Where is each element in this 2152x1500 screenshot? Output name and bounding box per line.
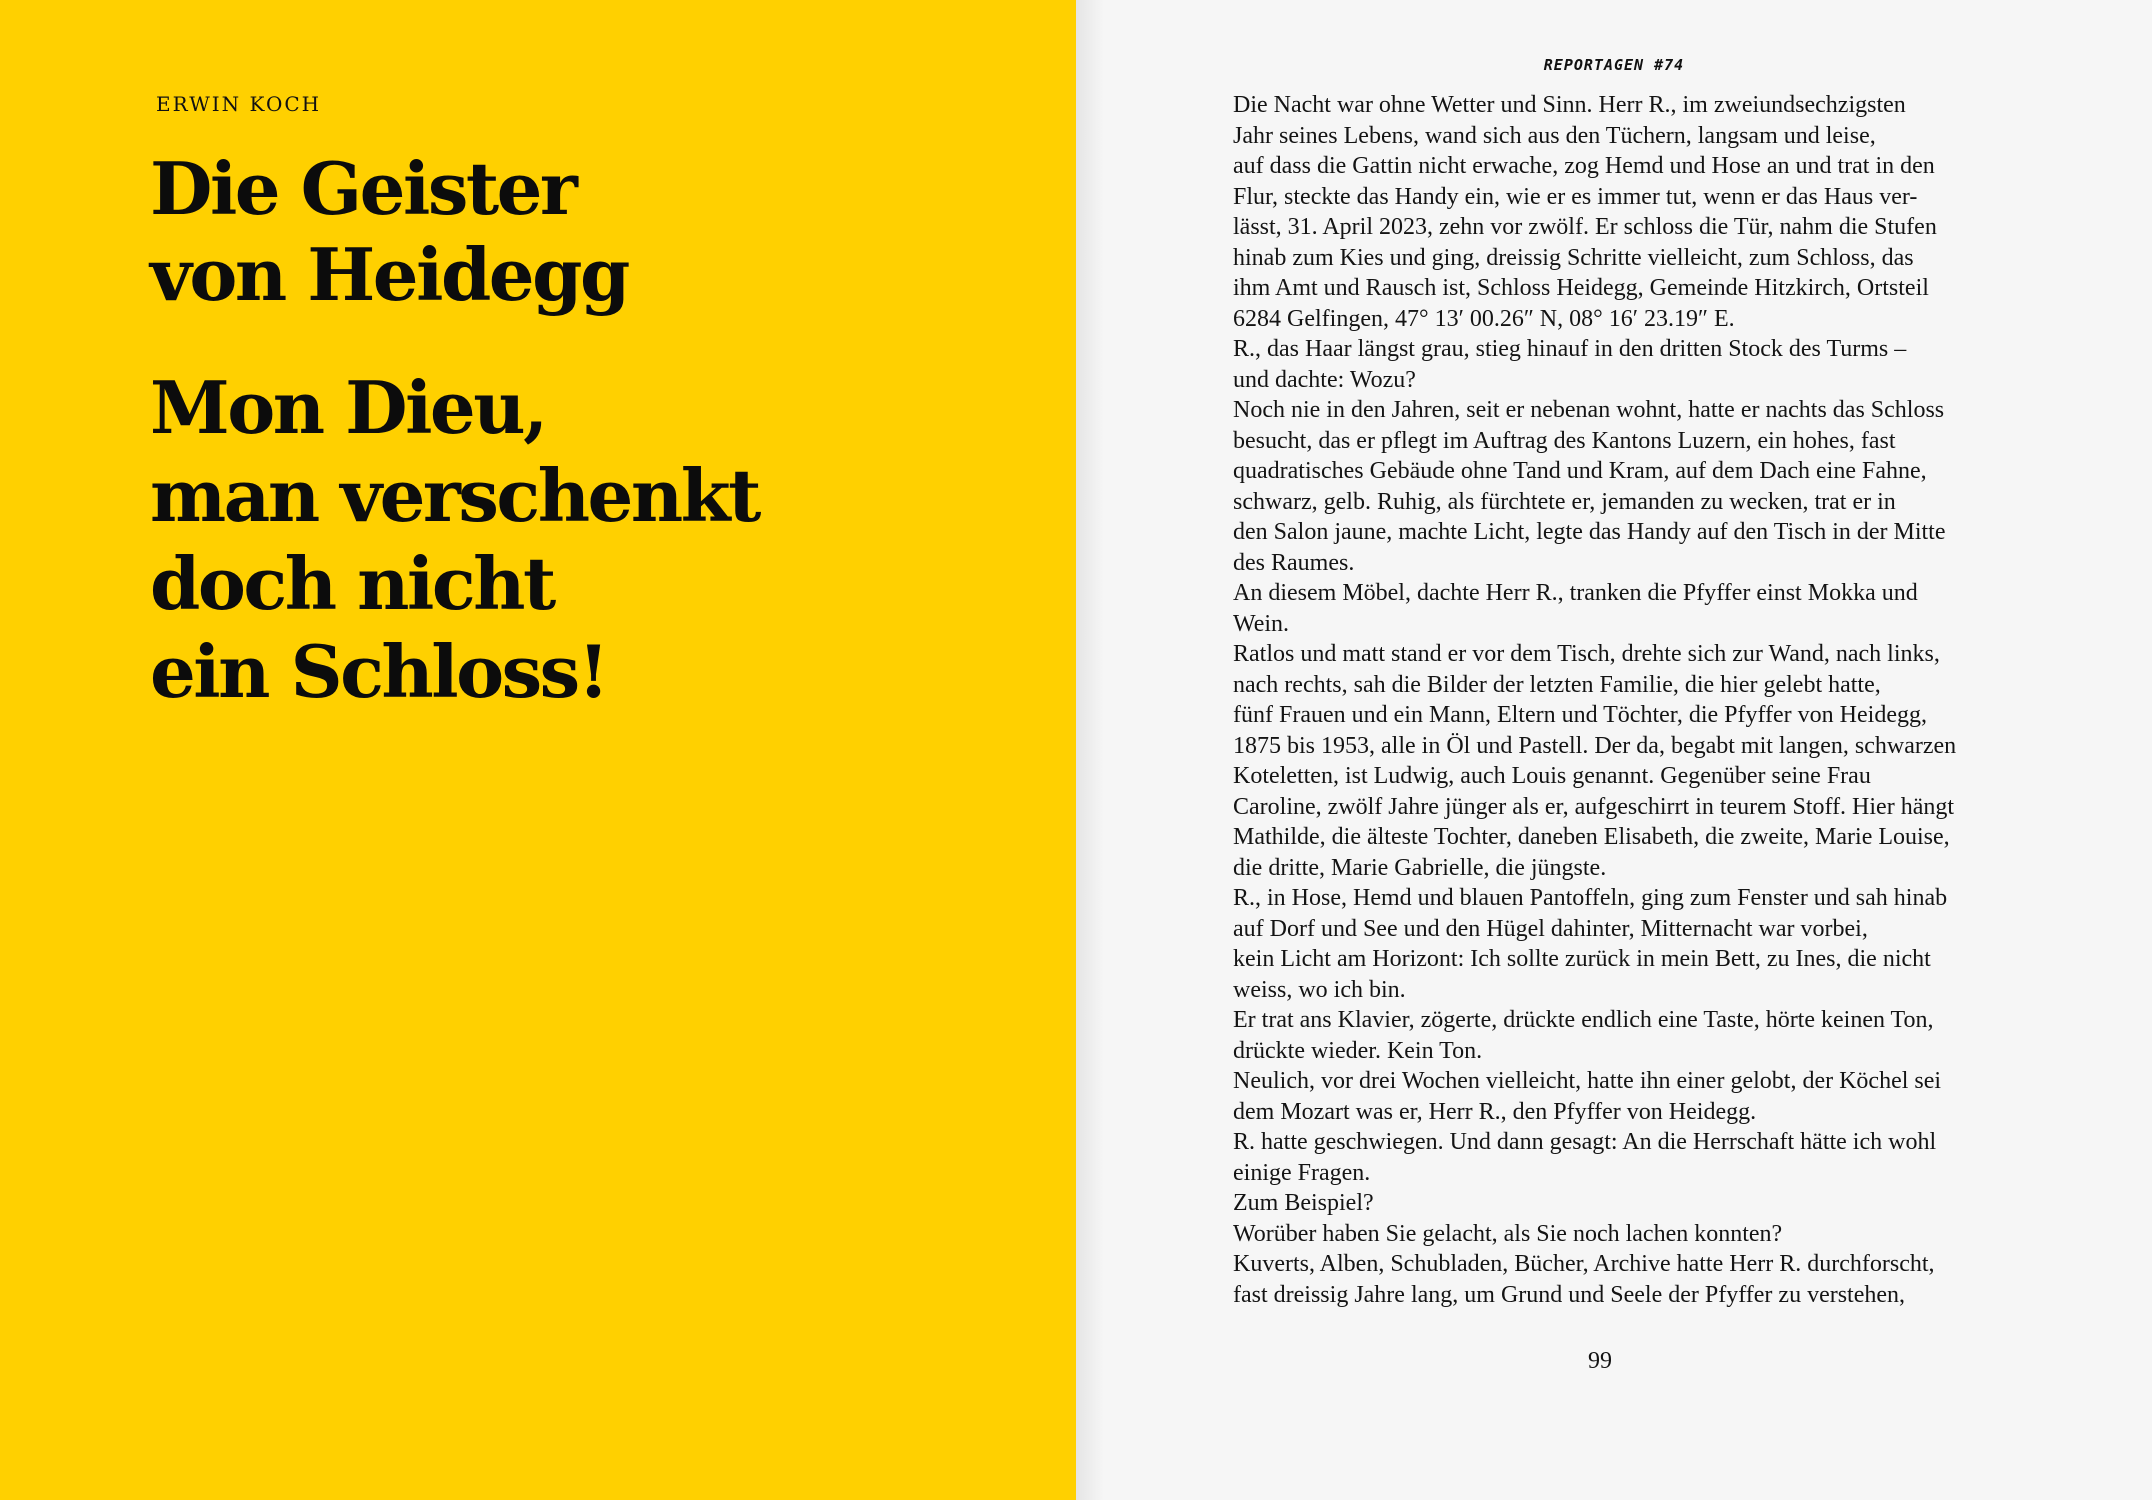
page-number: 99 — [1588, 1348, 1612, 1374]
body-line: Jahr seines Lebens, wand sich aus den Tüchern, langsam und leise, — [1233, 122, 1876, 149]
body-line: auf dass die Gattin nicht erwache, zog Hemd und Hose an und trat in den — [1233, 153, 1935, 179]
body-line: weiss, wo ich bin. — [1233, 976, 1406, 1003]
body-line: An diesem Möbel, dachte Herr R., tranken die Pfyffer einst Mokka und — [1233, 580, 1918, 606]
body-line: drückte wieder. Kein Ton. — [1233, 1037, 1483, 1064]
body-line: 6284 Gelfingen, 47° 13′ 00.26″ N, 08° 16′ 23.19″ E. — [1233, 305, 1735, 332]
body-line: ihm Amt und Rausch ist, Schloss Heidegg, Gemeinde Hitzkirch, Ortsteil — [1233, 275, 1929, 301]
body-line: lässt, 31. April 2023, zehn vor zwölf. Er schloss die Tür, nahm die Stufen — [1233, 214, 1937, 240]
body-line: R., das Haar längst grau, stieg hinauf in den dritten Stock des Turms – — [1233, 336, 1907, 362]
author-name: ERWIN KOCH — [156, 92, 322, 116]
body-line: die dritte, Marie Gabrielle, die jüngste. — [1233, 854, 1607, 881]
body-line: Flur, steckte das Handy ein, wie er es immer tut, wenn er das Haus ver- — [1233, 183, 1918, 210]
body-line: fünf Frauen und ein Mann, Eltern und Töchter, die Pfyffer von Heidegg, — [1233, 702, 1927, 728]
body-line: 1875 bis 1953, alle in Öl und Pastell. Der da, begabt mit langen, schwarzen — [1233, 732, 1957, 759]
body-line: Ratlos und matt stand er vor dem Tisch, drehte sich zur Wand, nach links, — [1233, 641, 1940, 667]
body-line: R., in Hose, Hemd und blauen Pantoffeln, ging zum Fenster und sah hinab — [1233, 885, 1948, 911]
body-line: den Salon jaune, machte Licht, legte das Handy auf den Tisch in der Mitte — [1233, 519, 1946, 545]
body-line: Er trat ans Klavier, zögerte, drückte endlich eine Taste, hörte keinen Ton, — [1233, 1007, 1934, 1033]
article-title: Die Geister von Heidegg — [150, 146, 628, 317]
body-line: Neulich, vor drei Wochen vielleicht, hatte ihn einer gelobt, der Köchel sei — [1233, 1068, 1942, 1094]
body-line: Caroline, zwölf Jahre jünger als er, aufgeschirrt in teurem Stoff. Hier hängt — [1233, 793, 1955, 820]
body-line: R. hatte geschwiegen. Und dann gesagt: An die Herrschaft hätte ich wohl — [1233, 1129, 1937, 1155]
body-line: kein Licht am Horizont: Ich sollte zurück in mein Bett, zu Ines, die nicht — [1233, 946, 1931, 972]
body-line: auf Dorf und See und den Hügel dahinter, Mitternacht war vorbei, — [1233, 915, 1868, 942]
body-line: des Raumes. — [1233, 549, 1355, 576]
body-line: Koteletten, ist Ludwig, auch Louis genannt. Gegenüber seine Frau — [1233, 763, 1871, 789]
body-line: dem Mozart was er, Herr R., den Pfyffer von Heidegg. — [1233, 1098, 1757, 1125]
body-line: Worüber haben Sie gelacht, als Sie noch lachen konnten? — [1233, 1220, 1783, 1247]
body-line: schwarz, gelb. Ruhig, als fürchtete er, jemanden zu wecken, trat er in — [1233, 488, 1896, 515]
body-line: Wein. — [1233, 610, 1290, 637]
body-line: und dachte: Wozu? — [1233, 366, 1416, 393]
body-line: einige Fragen. — [1233, 1159, 1371, 1186]
body-line: Kuverts, Alben, Schubladen, Bücher, Archive hatte Herr R. durchforscht, — [1233, 1251, 1935, 1277]
body-line: Mathilde, die älteste Tochter, daneben Elisabeth, die zweite, Marie Louise, — [1233, 824, 1950, 850]
running-head: REPORTAGEN #74 — [1543, 56, 1685, 74]
body-line: quadratisches Gebäude ohne Tand und Kram, auf dem Dach eine Fahne, — [1233, 458, 1927, 484]
gutter-shadow — [1076, 0, 1104, 1500]
article-subtitle: Mon Dieu, man verschenkt doch nicht ein Schloss! — [150, 365, 759, 714]
body-line: nach rechts, sah die Bilder der letzten Familie, die hier gelebt hatte, — [1233, 671, 1881, 698]
body-text — [1233, 90, 2053, 1310]
body-line: besucht, das er pflegt im Auftrag des Kantons Luzern, ein hohes, fast — [1233, 427, 1896, 454]
body-line: Noch nie in den Jahren, seit er nebenan wohnt, hatte er nachts das Schloss — [1233, 397, 1945, 423]
body-line: Zum Beispiel? — [1233, 1190, 1374, 1216]
body-line: hinab zum Kies und ging, dreissig Schritte vielleicht, zum Schloss, das — [1233, 244, 1914, 271]
body-line: Die Nacht war ohne Wetter und Sinn. Herr R., im zweiundsechzigsten — [1233, 92, 1906, 118]
body-line: fast dreissig Jahre lang, um Grund und Seele der Pfyffer zu verstehen, — [1233, 1281, 1906, 1308]
